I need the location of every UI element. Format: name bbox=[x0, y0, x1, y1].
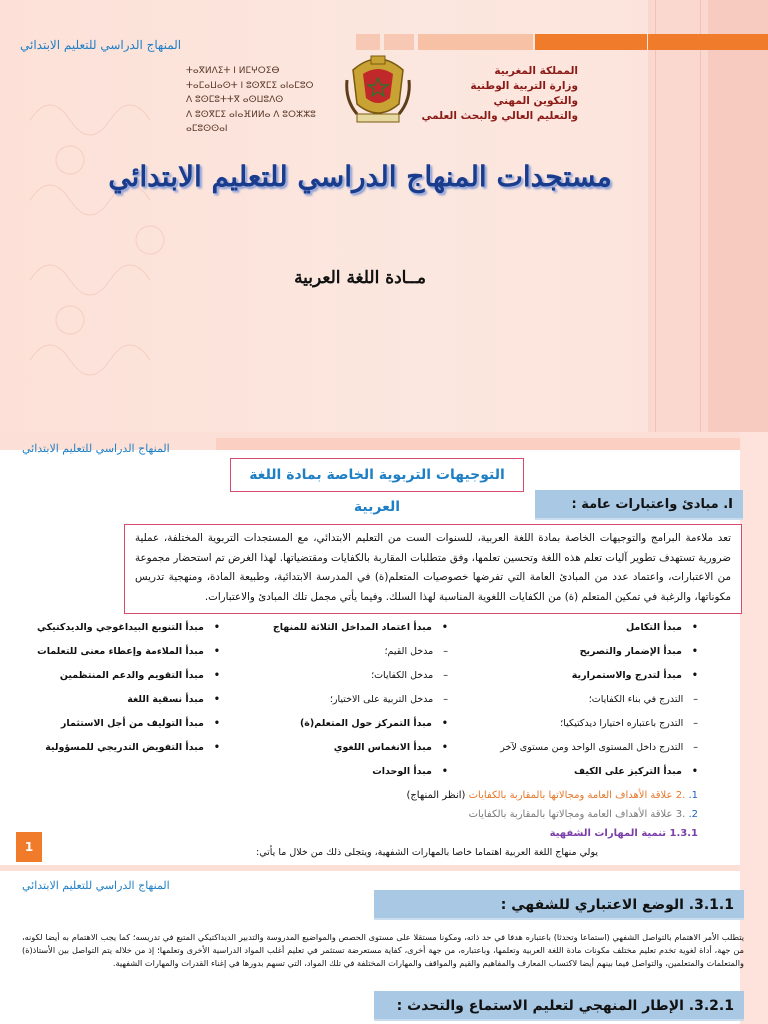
section-title-box: التوجيهات التربوية الخاصة بمادة اللغة العربية bbox=[230, 458, 524, 492]
line-reference: (انظر المنهاج) bbox=[406, 790, 466, 801]
list-item: – التدرج في بناء الكفايات؛ bbox=[498, 688, 698, 712]
decor-bar bbox=[384, 34, 414, 50]
list-item: – مدخل الكفايات؛ bbox=[248, 664, 448, 688]
item-number: 1. bbox=[688, 790, 698, 801]
decor-bar bbox=[356, 34, 380, 50]
page-3 bbox=[0, 865, 768, 1024]
list-item: – التدرج داخل المستوى الواحد ومن مستوى لآخر bbox=[498, 736, 698, 760]
divider bbox=[655, 0, 656, 432]
page-2 bbox=[0, 432, 768, 865]
list-item: – مدخل التربية على الاختيار؛ bbox=[248, 688, 448, 712]
list-item: • مبدأ لتدرج والاستمرارية bbox=[498, 664, 698, 688]
list-item: • مبدأ اعتماد المداخل الثلاثة للمنهاج bbox=[248, 616, 448, 640]
tifinagh-line: ⵜⴰⵎⴰⵡⴰⵙⵜ ⵏ ⵓⵙⴳⵎⵉ ⴰⵏⴰⵎⵓⵔ bbox=[186, 80, 314, 91]
numbered-line-1 bbox=[406, 790, 698, 801]
divider bbox=[700, 0, 701, 432]
coat-of-arms-icon bbox=[343, 50, 413, 126]
tifinagh-line: ⵜⴰⴳⵍⴷⵉⵜ ⵏ ⵍⵎⵖⵔⵉⴱ bbox=[186, 66, 280, 76]
page-header: المنهاج الدراسي للتعليم الابتدائي bbox=[22, 879, 170, 892]
cover-title: مستجدات المنهاج الدراسي للتعليم الابتدائي bbox=[108, 160, 612, 193]
item-number: .3 bbox=[675, 809, 686, 820]
brand-header: المنهاج الدراسي للتعليم الابتدائي bbox=[20, 38, 182, 52]
list-item: • مبدأ التقويم والدعم المنتظمين bbox=[20, 664, 220, 688]
cover-side-panel-dark bbox=[708, 0, 768, 432]
list-item: • مبدأ الإضمار والتصريح bbox=[498, 640, 698, 664]
section-heading-bar: I. مبادئ واعتبارات عامة : bbox=[535, 490, 743, 520]
list-item: • مبدأ الملاءمة وإعطاء معنى للتعلمات bbox=[20, 640, 220, 664]
list-item: • مبدأ التفويض التدريجي للمسؤولية bbox=[20, 736, 220, 760]
decor-bar bbox=[535, 34, 647, 50]
ministry-name-tifinagh bbox=[186, 64, 336, 137]
list-item: • مبدأ التكامل bbox=[498, 616, 698, 640]
line-text: علاقة الأهداف العامة ومجالاتها بالمقاربة بالكفايات bbox=[468, 790, 673, 801]
section-heading-bar: 3.1.1. الوضع الاعتباري للشفهي : bbox=[374, 890, 744, 920]
body-paragraph: يتطلب الأمر الاهتمام بالتواصل الشفهي (استماعا وتحدثا) باعتباره هدفا في حد ذاته، ومكونا مستقلا على مستوى الحصص والمواضيع المدروسة والتدبير الديداكتيكي المتبع في تدريسه؛ كما يجب الاهتمام به أيضا لكونه، من جهة، أداة لغوية تخدم تعليم مختلف مكونات مادة اللغة العربية وتعلمها، وباعتباره، من جهة أخرى، كفاية مستعرضة تستثمر في تعليم أغلب المواد الدراسية الأخرى وتعلمها؛ إذ من خلاله يتم التواصل بين الأستاذ(ة) والمتعلمات والمتعلمين، والتواصل فيما بينهم أيضا لاكتساب المعارف والمفاهيم والقيم والمواقف والمهارات المختلفة في تلك المواد، التي تسهم بدورها في إغناء القدرات والمهارات الشفهية. bbox=[22, 932, 744, 968]
page-number: 1 bbox=[16, 832, 42, 862]
subject-title: مــادة اللغة العربية bbox=[294, 268, 426, 288]
subsection-text: يولي منهاج اللغة العربية اهتماما خاصا بالمهارات الشفهية، ويتجلى ذلك من خلال ما يأتي: bbox=[256, 847, 598, 858]
tifinagh-line: ⴷ ⵓⵙⵎⵓⵜⵜⴳ ⴰⵙⵡⵓⴷⵙ bbox=[186, 95, 284, 105]
line-text: علاقة الأهداف العامة ومجالاتها بالمقاربة بالكفايات bbox=[468, 809, 673, 820]
decor-bar bbox=[216, 438, 764, 450]
ministry-line: والتعليم العالي والبحث العلمي bbox=[421, 110, 578, 122]
numbered-line-2 bbox=[469, 809, 698, 820]
top-band bbox=[0, 865, 740, 871]
intro-paragraph: تعد ملاءمة البرامج والتوجيهات الخاصة بمادة اللغة العربية، للسنوات الست من التعليم الابتدائي، مع المستجدات التربوية المختلفة، عملية ضرورية تستهدف تطوير آليات تعلم هذه اللغة وتحسين تعلمها، وفق متطلبات المقاربة بالكفايات ومقتضياتها. لهذا الغرض تم استحضار مجموعة من الاعتبارات، واعتماد عدد من المبادئ العامة التي تفرضها خصوصيات المتعلم(ة) في المدرسة الابتدائية، وطبيعة المادة، ومنهجية تدريس مكوناتها، والرغبة في تمكين المتعلم (ة) من الكفايات اللغوية المناسبة لهذا السلك. وفيما يأتي مجمل تلك المبادئ والاعتبارات. bbox=[124, 524, 742, 614]
list-item: – مدخل القيم؛ bbox=[248, 640, 448, 664]
item-number: .2 bbox=[675, 790, 686, 801]
section-heading-bar: 3.2.1. الإطار المنهجي لتعليم الاستماع والتحدث : bbox=[374, 991, 744, 1021]
list-item: • مبدأ الانغماس اللغوي bbox=[248, 736, 448, 760]
ministry-line: وزارة التربية الوطنية bbox=[470, 80, 578, 92]
ministry-name-arabic bbox=[418, 64, 578, 124]
list-item: • مبدأ الوحدات bbox=[248, 760, 448, 784]
principles-column-left bbox=[20, 616, 220, 760]
ministry-line: والتكوين المهني bbox=[493, 95, 578, 107]
side-band bbox=[740, 865, 768, 1024]
decor-bar bbox=[418, 34, 533, 50]
item-number: 2. bbox=[688, 809, 698, 820]
side-band bbox=[740, 432, 768, 865]
principles-column-right bbox=[498, 616, 698, 784]
ministry-line: المملكة المغربية bbox=[494, 65, 578, 77]
page-header: المنهاج الدراسي للتعليم الابتدائي bbox=[22, 442, 170, 455]
subsection-heading: 1.3.1 تنمية المهارات الشفهية bbox=[549, 828, 698, 839]
list-item: • مبدأ نسقية اللغة bbox=[20, 688, 220, 712]
list-item: • مبدأ التوليف من أجل الاستثمار bbox=[20, 712, 220, 736]
decor-bar bbox=[648, 34, 768, 50]
decorative-pattern bbox=[20, 80, 200, 420]
tifinagh-line: ⴷ ⵓⵙⴳⵎⵉ ⴰⵏⴰⴼⵍⵍⴰ ⴷ ⵓⵔⵣⵣⵓ ⴰⵎⵓⵙⵙⴰⵏ bbox=[186, 109, 316, 134]
list-item: – التدرج باعتباره اختيارا ديدكتيكيا؛ bbox=[498, 712, 698, 736]
list-item: • مبدأ التمركز حول المتعلم(ة) bbox=[248, 712, 448, 736]
list-item: • مبدأ التنويع البيداغوجي والديدكتيكي bbox=[20, 616, 220, 640]
cover-page bbox=[0, 0, 768, 432]
principles-column-middle bbox=[248, 616, 448, 784]
list-item: • مبدأ التركيز على الكيف bbox=[498, 760, 698, 784]
